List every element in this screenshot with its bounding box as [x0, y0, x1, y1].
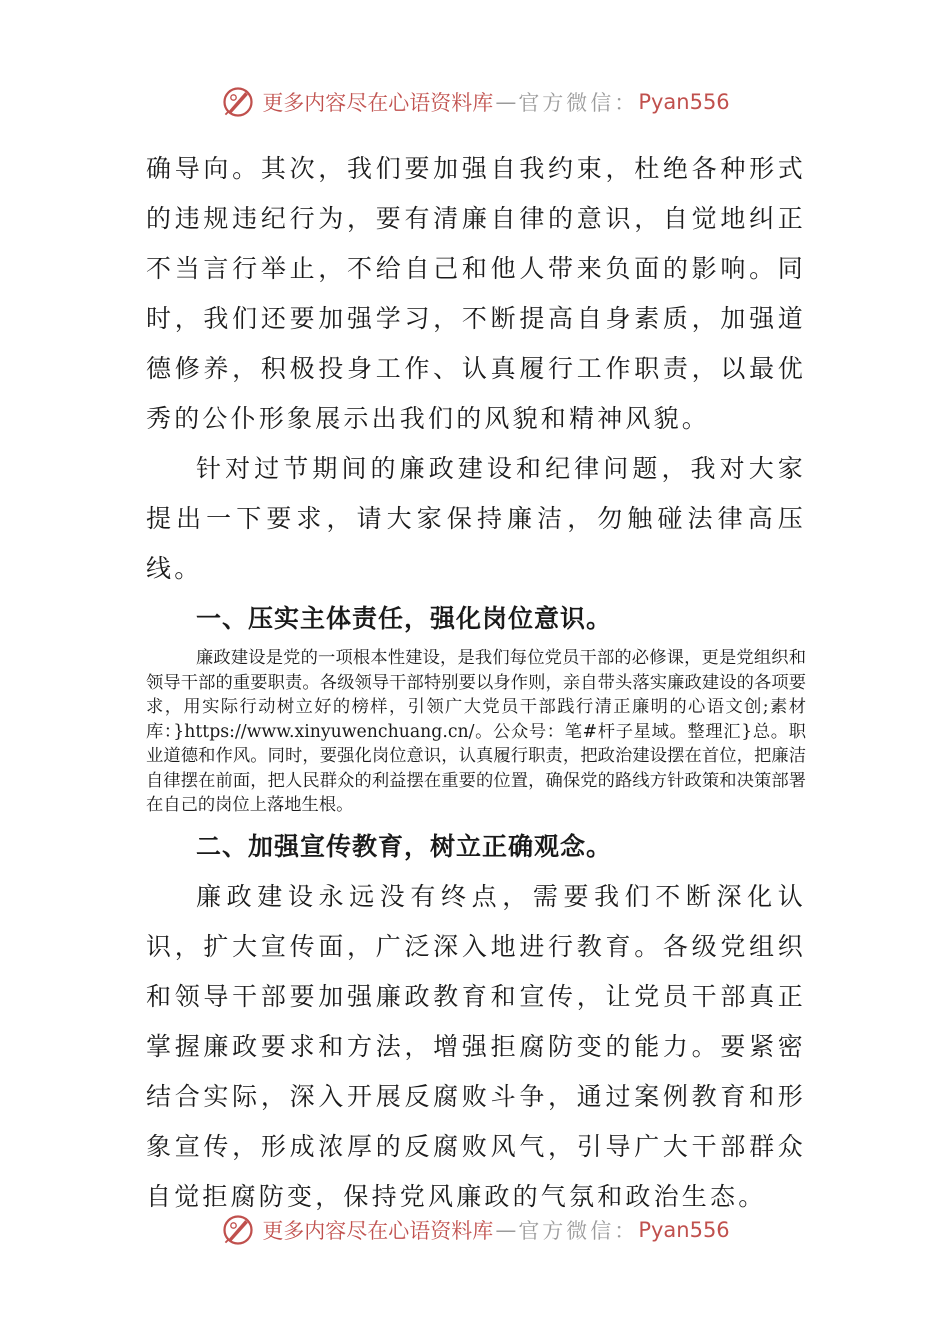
section-heading-2: 二、加强宣传教育，树立正确观念。 — [196, 831, 613, 861]
banner-separator: — — [495, 1218, 517, 1242]
header-banner — [0, 80, 950, 124]
footer-banner — [0, 1208, 950, 1252]
banner-official-label: 官方微信： — [518, 1219, 639, 1243]
paragraph-3: 廉政建设是党的一项根本性建设，是我们每位党员干部的必修课，更是党组织和领导干部的重要职责。各级领导干部特别要以身作则，亲自带头落实廉政建设的各项要求，用实际行动树立好的榜样，引领广大党员干部践行清正廉明的心语文创;素材库：}https://www.xinyuwenchuang.cn/。公众号：笔#杆子星域。整理汇}总。职业道德和作风。同时，要强化岗位意识，认真履行职责，把政治建设摆在首位，把廉洁自律摆在前面，把人民群众的利益摆在重要的位置，确保党的路线方针政策和决策部署在自己的岗位上落地生根。 — [146, 648, 806, 815]
quill-logo-icon — [220, 1212, 256, 1248]
document-body — [146, 144, 806, 1222]
banner-wechat-id: Pyan556 — [638, 1218, 730, 1242]
banner-official-label: 官方微信： — [518, 91, 639, 115]
paragraph-2: 针对过节期间的廉政建设和纪律问题，我对大家提出一下要求，请大家保持廉洁，勿触碰法律高压线。 — [146, 454, 806, 583]
banner-wechat-id: Pyan556 — [638, 90, 730, 114]
paragraph-1: 确导向。其次，我们要加强自我约束，杜绝各种形式的违规违纪行为，要有清廉自律的意识，自觉地纠正不当言行举止，不给自己和他人带来负面的影响。同时，我们还要加强学习，不断提高自身素质，加强道德修养，积极投身工作、认真履行工作职责，以最优秀的公仆形象展示出我们的风貌和精神风貌。 — [146, 154, 806, 433]
section-heading-1: 一、压实主体责任，强化岗位意识。 — [196, 604, 613, 633]
paragraph-4: 廉政建设永远没有终点，需要我们不断深化认识，扩大宣传面，广泛深入地进行教育。各级党组织和领导干部要加强廉政教育和宣传，让党员干部真正掌握廉政要求和方法，增强拒腐防变的能力。要紧密结合实际，深入开展反腐败斗争，通过案例教育和形象宣传，形成浓厚的反腐败风气，引导广大干部群众自觉拒腐防变，保持党风廉政的气氛和政治生态。 — [146, 881, 806, 1211]
banner-separator: — — [495, 90, 517, 114]
banner-brand: 更多内容尽在心语资料库 — [262, 91, 494, 115]
quill-logo-icon — [220, 84, 256, 120]
banner-brand: 更多内容尽在心语资料库 — [262, 1219, 494, 1243]
